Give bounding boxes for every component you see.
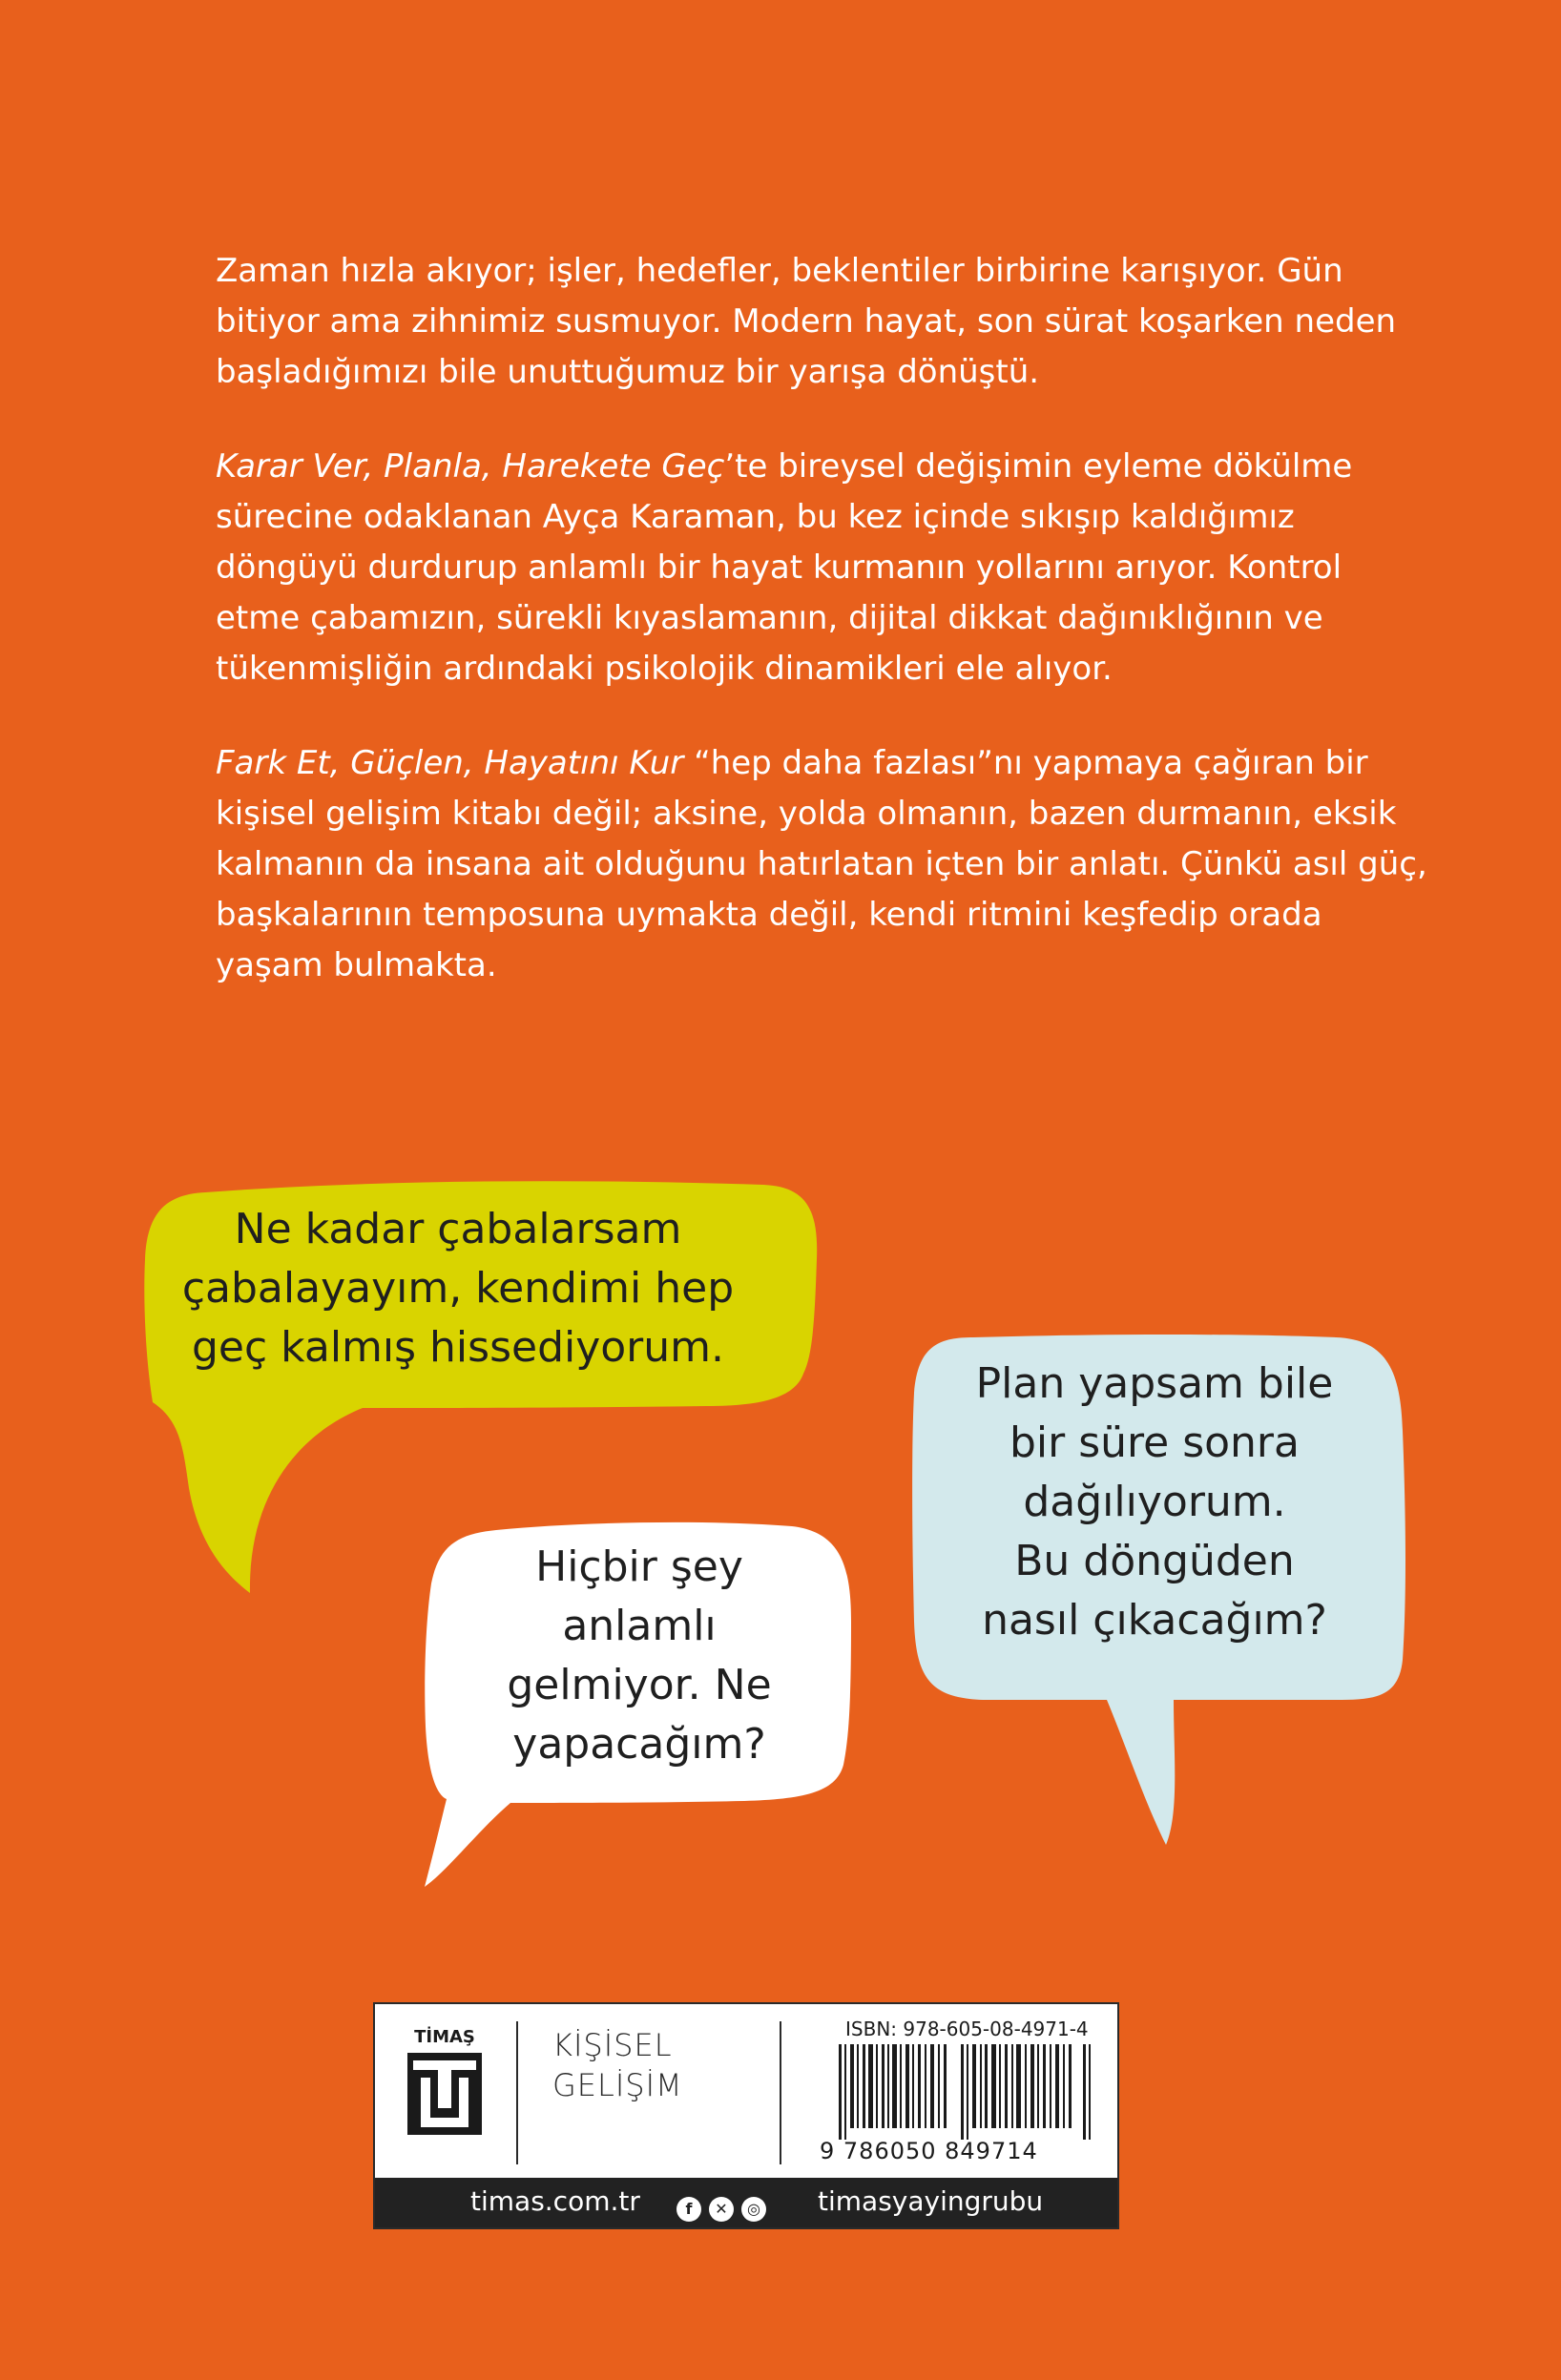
quote-line: çabalayayım, kendimi hep <box>181 1264 735 1313</box>
footer-strip <box>375 2178 1117 2227</box>
blurb-paragraph-3-text: “hep daha fazlası”nı yapmaya çağıran bir kişisel gelişim kitabı değil; aksine, yolda olmanın, bazen durmanın, eksik kalmanın da insana ait olduğunu hatırlatan içten bir anlatı. Çünkü asıl güç, başkalarının temposuna uymakta değil, kendi ritmini keşfedip orada yaşam bulmakta. <box>216 744 1427 984</box>
quote-line: Hiçbir şey <box>535 1542 743 1591</box>
quote-line: dağılıyorum. <box>1023 1478 1286 1526</box>
social-handle[interactable]: timasyayingrubu <box>818 2185 1044 2217</box>
divider <box>516 2021 518 2164</box>
blue-bubble-quote <box>916 1355 1393 1650</box>
quote-line: nasıl çıkacağım? <box>982 1596 1327 1645</box>
publisher-name: TİMAŞ <box>414 2027 475 2047</box>
quote-line: anlamlı <box>562 1602 717 1650</box>
category-line: GELİŞİM <box>552 2067 683 2103</box>
green-bubble-quote <box>143 1200 773 1377</box>
quote-line: yapacağım? <box>512 1720 766 1769</box>
publisher-logo <box>407 2027 482 2135</box>
blurb-paragraph-2-text: ’te bireysel değişimin eyleme dökülme sürecine odaklanan Ayça Karaman, bu kez içinde sıkışıp kaldığımız döngüyü durdurup anlamlı bir hayat kurmanın yollarını arıyor. Kontrol etme çabamızın, sürekli kıyaslamanın, dijital dikkat dağınıklığının ve tükenmişliğin ardındaki psikolojik dinamikleri ele alıyor. <box>216 447 1353 688</box>
quote-line: Bu döngüden <box>1014 1537 1295 1585</box>
blurb-paragraph-1: Zaman hızla akıyor; işler, hedefler, beklentiler birbirine karışıyor. Gün bitiyor ama zihnimiz susmuyor. Modern hayat, son sürat koşarken neden başladığımızı bile unuttuğumuz bir yarışa dönüştü. <box>216 252 1397 391</box>
divider <box>780 2021 781 2164</box>
barcode-number: 9 786050 849714 <box>820 2138 1038 2164</box>
facebook-icon[interactable]: f <box>676 2197 701 2222</box>
publisher-logo-icon <box>407 2053 482 2135</box>
isbn-label: ISBN: 978-605-08-4971-4 <box>845 2018 1089 2040</box>
x-icon[interactable]: ✕ <box>709 2197 734 2222</box>
book-title-reference: Karar Ver, Planla, Harekete Geç <box>216 447 725 486</box>
barcode-icon <box>839 2044 1096 2140</box>
category-line: KİŞİSEL <box>552 2027 673 2063</box>
white-bubble-quote <box>448 1538 830 1774</box>
book-category <box>552 2025 683 2105</box>
instagram-icon[interactable]: ◎ <box>741 2197 766 2222</box>
website-link[interactable]: timas.com.tr <box>470 2185 640 2217</box>
quote-line: geç kalmış hissediyorum. <box>191 1323 725 1372</box>
book-title: Fark Et, Güçlen, Hayatını Kur <box>216 744 684 782</box>
quote-line: bir süre sonra <box>1009 1418 1300 1467</box>
quote-line: Plan yapsam bile <box>975 1359 1334 1408</box>
quote-line: gelmiyor. Ne <box>507 1661 772 1709</box>
publisher-info-box <box>373 2002 1119 2229</box>
quote-line: Ne kadar çabalarsam <box>234 1205 682 1253</box>
social-icons <box>676 2189 774 2222</box>
